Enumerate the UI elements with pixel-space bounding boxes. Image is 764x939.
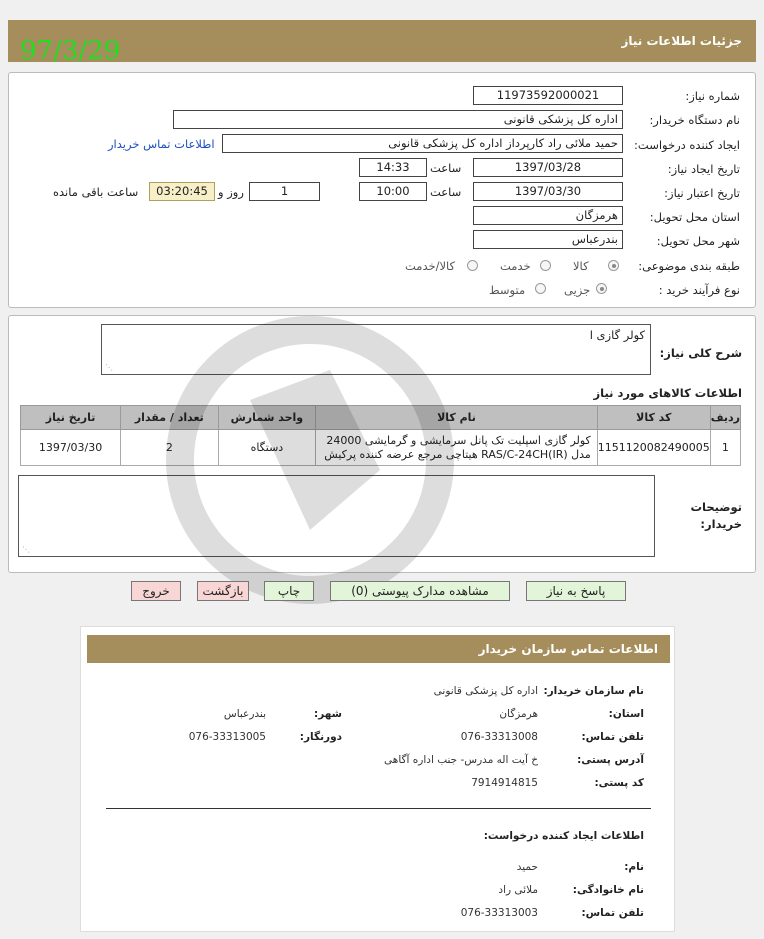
contact-phone-label: تلفن تماس: xyxy=(581,731,644,743)
contact-province-value: هرمزگان xyxy=(499,708,538,720)
attachments-button[interactable]: مشاهده مدارک پیوستی (0) xyxy=(330,581,510,601)
col-qty: تعداد / مقدار xyxy=(121,406,218,430)
purchase-medium-radio[interactable] xyxy=(535,283,546,294)
contact-postal-value: 7914914815 xyxy=(471,777,538,789)
created-date-field: 1397/03/28 xyxy=(473,158,623,177)
category-service-radio[interactable] xyxy=(540,260,551,271)
days-remaining-field: 1 xyxy=(249,182,320,201)
valid-time-label: ساعت xyxy=(430,185,462,199)
col-date: تاریخ نیاز xyxy=(21,406,121,430)
col-row: ردیف xyxy=(710,406,740,430)
contact-city-label: شهر: xyxy=(314,708,342,720)
creator-phone-value: 076-33313003 xyxy=(460,907,538,919)
need-number-field: 11973592000021 xyxy=(473,86,623,105)
creator-name-label: نام: xyxy=(624,861,644,873)
need-number-label: شماره نیاز: xyxy=(685,89,740,103)
creator-section-title: اطلاعات ایجاد کننده درخواست: xyxy=(483,830,644,842)
time-remaining-field: 03:20:45 xyxy=(149,182,215,201)
city-field: بندرعباس xyxy=(473,230,623,249)
contact-postal-label: کد پستی: xyxy=(594,777,644,789)
purchase-type-label: نوع فرآیند خرید : xyxy=(658,283,740,297)
back-button[interactable]: بازگشت xyxy=(197,581,249,601)
reply-button[interactable]: پاسخ به نیاز xyxy=(526,581,626,601)
category-goods-label: کالا xyxy=(573,259,589,273)
purchase-minor-radio[interactable] xyxy=(596,283,607,294)
contact-org-label: نام سازمان خریدار: xyxy=(543,685,644,697)
contact-fax-value: 076-33313005 xyxy=(188,731,266,743)
cell-qty: 2 xyxy=(121,430,218,466)
items-table xyxy=(20,405,741,466)
purchase-minor-label: جزیی xyxy=(564,283,591,297)
contact-org-value: اداره کل پزشکی قانونی xyxy=(433,685,538,697)
exit-button[interactable]: خروج xyxy=(131,581,181,601)
cell-name xyxy=(316,430,598,466)
contact-phone-value: 076-33313008 xyxy=(460,731,538,743)
category-goods-service-radio[interactable] xyxy=(467,260,478,271)
valid-date-label: تاریخ اعتبار نیاز: xyxy=(664,186,740,200)
print-button[interactable]: چاپ xyxy=(264,581,314,601)
category-label: طبقه بندی موضوعی: xyxy=(638,259,740,273)
created-time-label: ساعت xyxy=(430,161,462,175)
summary-text: کولر گازی ا xyxy=(589,328,645,342)
buyer-notes-label-2: خریدار: xyxy=(700,517,742,531)
items-section-title: اطلاعات کالاهای مورد نیاز xyxy=(593,386,742,400)
buyer-notes-label-1: توضیحات xyxy=(690,500,742,514)
contact-divider xyxy=(106,808,651,809)
cell-date: 1397/03/30 xyxy=(21,430,121,466)
summary-label: شرح کلی نیاز: xyxy=(659,346,742,360)
valid-time-field: 10:00 xyxy=(359,182,427,201)
col-code: کد کالا xyxy=(597,406,710,430)
cell-unit: دستگاه xyxy=(218,430,316,466)
creator-phone-label: تلفن تماس: xyxy=(581,907,644,919)
col-name: نام کالا xyxy=(316,406,598,430)
created-date-label: تاریخ ایجاد نیاز: xyxy=(667,162,740,176)
cell-name-line2: مدل RAS/C-24CH(IR) هیتاچی مرجع عرضه کننده پرکیش xyxy=(324,447,591,461)
cell-name-line1: کولر گازی اسپلیت تک پانل سرمایشی و گرمایشی 24000 xyxy=(326,433,591,447)
cell-row: 1 xyxy=(710,430,740,466)
days-label: روز و xyxy=(218,185,244,199)
requester-field: حمید ملائی راد کارپرداز اداره کل پزشکی قانونی xyxy=(222,134,623,153)
creator-name-value: حمید xyxy=(516,861,538,873)
buyer-org-label: نام دستگاه خریدار: xyxy=(649,113,740,127)
col-unit: واحد شمارش xyxy=(218,406,316,430)
category-goods-radio[interactable] xyxy=(608,260,619,271)
province-label: استان محل تحویل: xyxy=(649,210,740,224)
cell-code: 1151120082490005 xyxy=(597,430,710,466)
purchase-medium-label: متوسط xyxy=(489,283,526,297)
buyer-notes-textarea[interactable] xyxy=(18,475,655,557)
time-remaining-label: ساعت باقی مانده xyxy=(53,185,139,199)
category-service-label: خدمت xyxy=(500,259,531,273)
category-goods-service-label: کالا/خدمت xyxy=(405,259,456,273)
contact-city-value: بندرعباس xyxy=(223,708,266,720)
date-stamp: 97/3/29 xyxy=(20,36,121,66)
requester-label: ایجاد کننده درخواست: xyxy=(634,138,740,152)
contact-address-value: خ آیت اله مدرس- جنب اداره آگاهی xyxy=(384,754,538,766)
buyer-org-field: اداره کل پزشکی قانونی xyxy=(173,110,623,129)
contact-header: اطلاعات تماس سازمان خریدار xyxy=(87,635,670,663)
table-header-row xyxy=(21,406,741,430)
table-row xyxy=(21,430,741,466)
city-label: شهر محل تحویل: xyxy=(656,234,740,248)
contact-province-label: استان: xyxy=(608,708,644,720)
province-field: هرمزگان xyxy=(473,206,623,225)
resize-grip-icon[interactable]: ⋰ xyxy=(105,363,113,372)
contact-address-label: آدرس پستی: xyxy=(577,754,644,766)
page-title: جزئیات اطلاعات نیاز xyxy=(621,34,742,48)
valid-date-field: 1397/03/30 xyxy=(473,182,623,201)
creator-family-value: ملائی راد xyxy=(498,884,538,896)
resize-grip-icon[interactable]: ⋰ xyxy=(22,545,30,554)
page-header xyxy=(8,20,756,66)
creator-family-label: نام خانوادگی: xyxy=(572,884,644,896)
buyer-contact-link[interactable]: اطلاعات تماس خریدار xyxy=(108,137,215,151)
created-time-field: 14:33 xyxy=(359,158,427,177)
summary-textarea[interactable] xyxy=(101,324,651,375)
contact-info-card xyxy=(80,626,675,932)
contact-fax-label: دورنگار: xyxy=(299,731,342,743)
